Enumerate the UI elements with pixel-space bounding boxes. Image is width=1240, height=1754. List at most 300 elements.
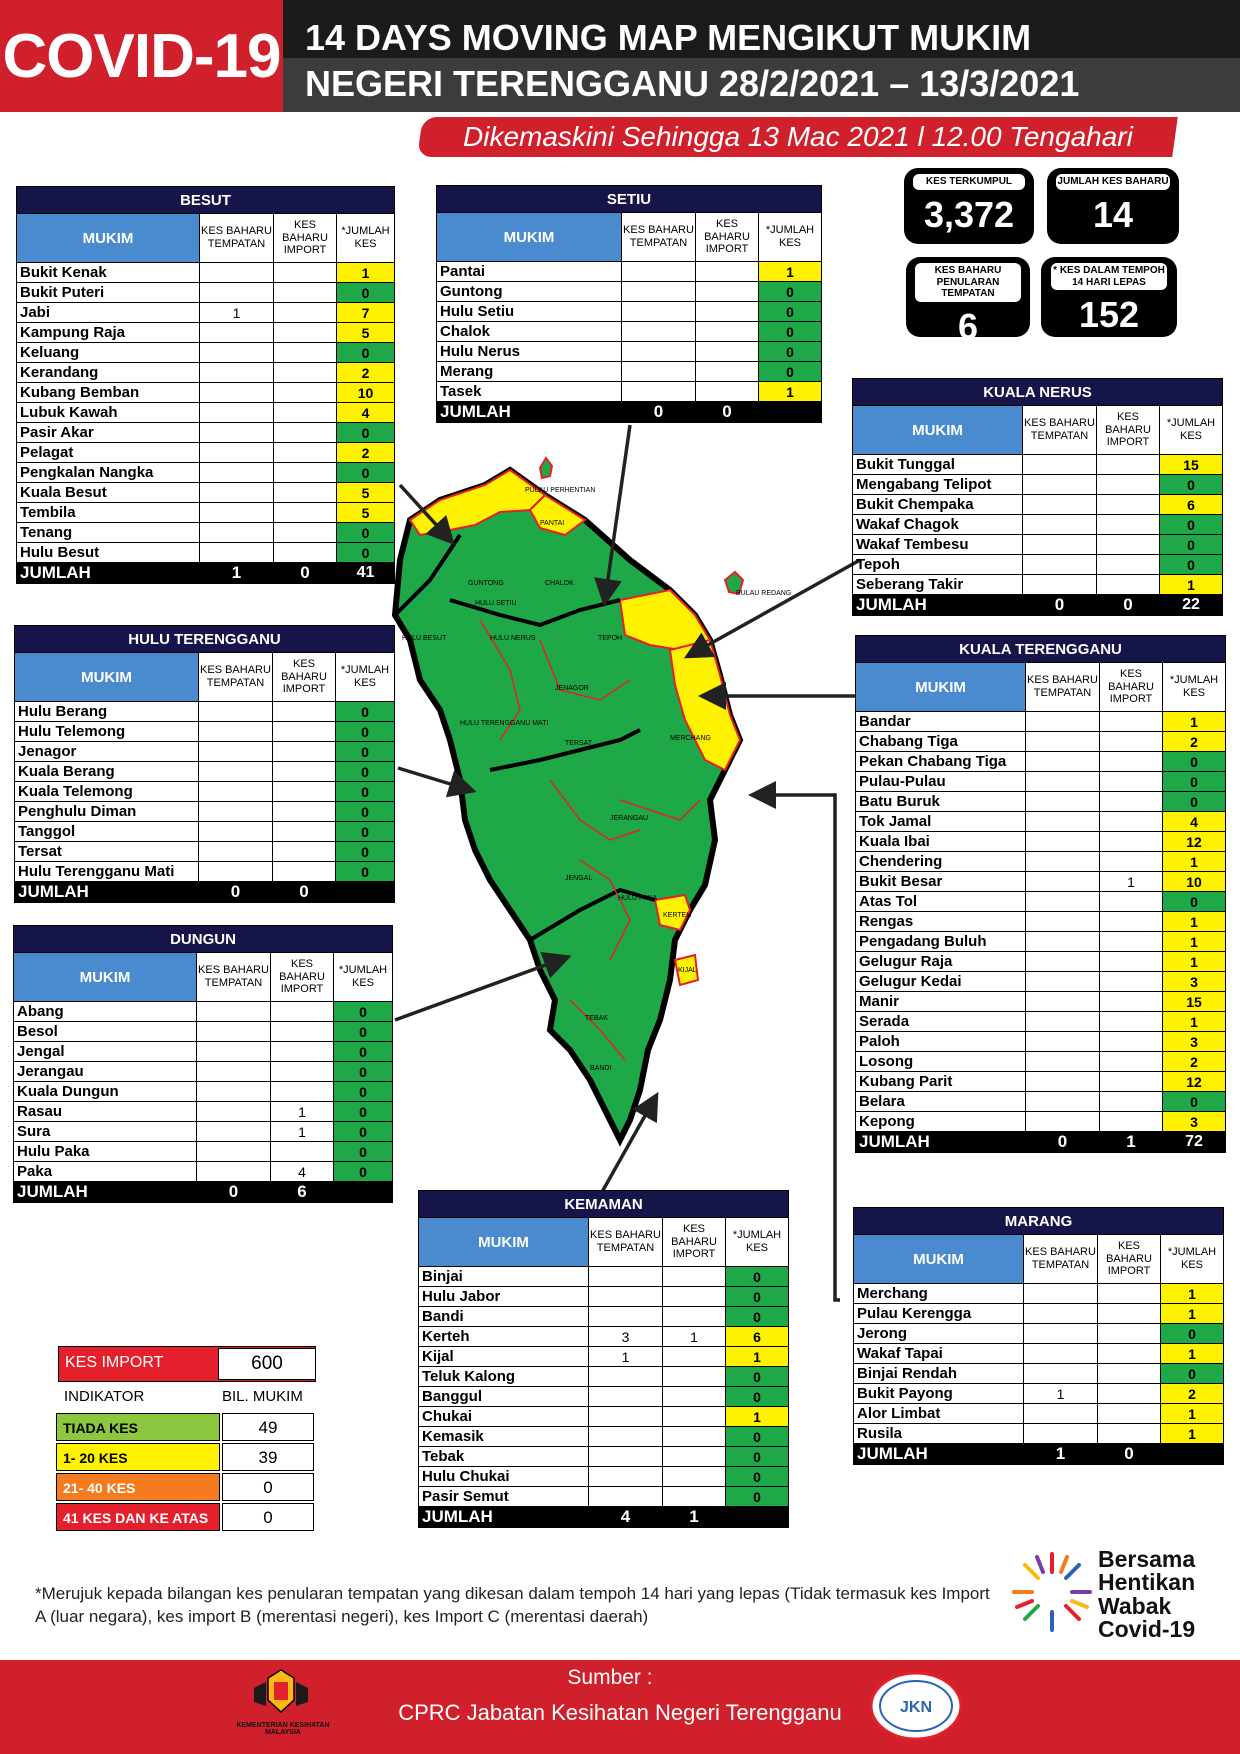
table-row (15, 862, 395, 882)
table-row (17, 403, 395, 423)
kes-import (696, 382, 759, 402)
kes-import (663, 1407, 726, 1427)
mukim-name: Kuala Telemong (15, 782, 199, 802)
kes-tempatan (197, 1042, 271, 1062)
kes-import (663, 1487, 726, 1507)
mukim-name: Tasek (437, 382, 622, 402)
jumlah-kes: 0 (337, 463, 395, 483)
kes-import (1100, 1092, 1163, 1112)
kes-import (663, 1427, 726, 1447)
table-row (437, 322, 822, 342)
jumlah-kes: 12 (1163, 1072, 1226, 1092)
total-tempatan: 0 (1026, 1132, 1100, 1153)
table-row (17, 543, 395, 563)
kes-import (696, 362, 759, 382)
mukim-name: Bandar (856, 712, 1026, 732)
kes-tempatan (200, 503, 274, 523)
kes-import (1098, 1284, 1161, 1304)
table-row (856, 1012, 1226, 1032)
stat-jumlah-baharu (1047, 168, 1179, 244)
kes-import (1100, 992, 1163, 1012)
jumlah-kes: 1 (726, 1347, 789, 1367)
table-total-row (15, 882, 395, 903)
kes-import (1100, 1112, 1163, 1132)
jumlah-kes: 0 (334, 1082, 393, 1102)
kes-import (273, 862, 336, 882)
kes-tempatan (200, 323, 274, 343)
mukim-name: Teluk Kalong (419, 1367, 589, 1387)
jumlah-kes: 0 (1163, 772, 1226, 792)
jumlah-kes: 0 (337, 523, 395, 543)
jumlah-kes: 2 (337, 443, 395, 463)
kes-tempatan: 1 (200, 303, 274, 323)
kes-import (274, 303, 337, 323)
kes-tempatan (1026, 1012, 1100, 1032)
jumlah-kes: 0 (726, 1287, 789, 1307)
kes-import (274, 363, 337, 383)
kes-tempatan (1026, 752, 1100, 772)
kes-tempatan (197, 1082, 271, 1102)
table-row (854, 1404, 1224, 1424)
island-perhentian (540, 458, 552, 478)
kes-tempatan (197, 1122, 271, 1142)
stat-label: KES TERKUMPUL (913, 174, 1025, 190)
kes-import (1097, 535, 1160, 555)
total-jumlah: 22 (1160, 595, 1223, 616)
jumlah-kes: 0 (334, 1102, 393, 1122)
table-row (17, 323, 395, 343)
kes-tempatan (1026, 832, 1100, 852)
mukim-name: Manir (856, 992, 1026, 1012)
jumlah-kes: 0 (337, 283, 395, 303)
table-row (437, 362, 822, 382)
jumlah-kes: 0 (337, 543, 395, 563)
mukim-name: Hulu Berang (15, 702, 199, 722)
table-dungun (13, 925, 393, 1203)
jumlah-kes: 0 (726, 1267, 789, 1287)
table-row (856, 1052, 1226, 1072)
table-kuala-terengganu (855, 635, 1226, 1153)
table-row (856, 1032, 1226, 1052)
kes-import: 1 (271, 1102, 334, 1122)
jumlah-kes: 5 (337, 323, 395, 343)
kes-import: 1 (1100, 872, 1163, 892)
kes-import (1100, 772, 1163, 792)
kes-tempatan (200, 443, 274, 463)
mukim-name: Bukit Tunggal (853, 455, 1023, 475)
col-mukim: MUKIM (854, 1235, 1024, 1284)
map-label-merchang: MERCHANG (670, 735, 711, 742)
kes-tempatan (1024, 1424, 1098, 1444)
kes-import (1100, 1012, 1163, 1032)
mukim-name: Hulu Besut (17, 543, 200, 563)
table-row (437, 342, 822, 362)
malaysia-coat-of-arms-icon (248, 1666, 314, 1722)
table-row (437, 382, 822, 402)
update-banner (417, 117, 1178, 157)
col-tempatan: KES BAHARU TEMPATAN (200, 214, 274, 263)
table-total-row (856, 1132, 1226, 1153)
kes-tempatan (1026, 852, 1100, 872)
map-label-pantai: PANTAI (540, 520, 565, 527)
kes-import: 1 (663, 1327, 726, 1347)
mukim-name: Hulu Setiu (437, 302, 622, 322)
jumlah-kes: 0 (1161, 1364, 1224, 1384)
mukim-name: Lubuk Kawah (17, 403, 200, 423)
mukim-name: Bukit Kenak (17, 263, 200, 283)
jumlah-kes: 1 (337, 263, 395, 283)
total-label: JUMLAH (419, 1507, 589, 1528)
kes-import (274, 263, 337, 283)
source-label: Sumber : (567, 1666, 653, 1689)
kes-tempatan (622, 322, 696, 342)
map-label-perhentian: PULAU PERHENTIAN (525, 487, 596, 494)
kes-tempatan (200, 343, 274, 363)
total-tempatan: 1 (1024, 1444, 1098, 1465)
jumlah-kes: 2 (337, 363, 395, 383)
table-row (854, 1384, 1224, 1404)
mukim-name: Mengabang Telipot (853, 475, 1023, 495)
kkm-label: KEMENTERIAN KESIHATAN MALAYSIA (236, 1722, 330, 1736)
jumlah-kes: 0 (726, 1307, 789, 1327)
jumlah-kes: 0 (336, 862, 395, 882)
col-tempatan: KES BAHARU TEMPATAN (1026, 663, 1100, 712)
total-tempatan: 1 (200, 563, 274, 584)
mukim-name: Banggul (419, 1387, 589, 1407)
kes-import (274, 483, 337, 503)
table-row (853, 455, 1223, 475)
map-label-guntong: GUNTONG (468, 580, 504, 587)
col-import: KES BAHARU IMPORT (1100, 663, 1163, 712)
kes-import (1100, 932, 1163, 952)
kes-tempatan (1026, 952, 1100, 972)
map-label-redang: PULAU REDANG (736, 590, 792, 597)
table-row (17, 303, 395, 323)
col-mukim: MUKIM (17, 214, 200, 263)
table-row (14, 1122, 393, 1142)
total-label: JUMLAH (17, 563, 200, 584)
mukim-name: Tok Jamal (856, 812, 1026, 832)
jumlah-kes: 0 (1163, 752, 1226, 772)
total-import: 0 (273, 882, 336, 903)
mukim-name: Tenang (17, 523, 200, 543)
mukim-name: Bukit Besar (856, 872, 1026, 892)
kes-import (1098, 1344, 1161, 1364)
stat-kes-terkumpul (904, 168, 1034, 244)
jumlah-kes: 0 (1160, 475, 1223, 495)
total-tempatan: 0 (1023, 595, 1097, 616)
kes-import (663, 1347, 726, 1367)
map-label-chalok: CHALOK (545, 580, 574, 587)
table-row (856, 872, 1226, 892)
total-import: 1 (663, 1507, 726, 1528)
table-row (856, 752, 1226, 772)
jumlah-kes: 6 (726, 1327, 789, 1347)
stat-tempoh (1041, 257, 1177, 337)
jumlah-kes: 3 (1163, 1112, 1226, 1132)
kes-tempatan (200, 423, 274, 443)
table-row (854, 1364, 1224, 1384)
table-row (419, 1307, 789, 1327)
legend-label: 1- 20 KES (56, 1443, 220, 1471)
legend-indikator: INDIKATOR (64, 1388, 145, 1405)
kes-import (1098, 1384, 1161, 1404)
kes-import (1100, 952, 1163, 972)
mukim-name: Rasau (14, 1102, 197, 1122)
jumlah-kes: 1 (1163, 852, 1226, 872)
mukim-name: Tersat (15, 842, 199, 862)
mukim-name: Kuala Besut (17, 483, 200, 503)
col-jumlah: *JUMLAH KES (1160, 406, 1223, 455)
jumlah-kes: 0 (336, 842, 395, 862)
kes-import (274, 343, 337, 363)
kes-import (1098, 1404, 1161, 1424)
table-row (17, 463, 395, 483)
stat-label: * KES DALAM TEMPOH 14 HARI LEPAS (1051, 263, 1168, 290)
jumlah-kes: 0 (726, 1367, 789, 1387)
mukim-name: Belara (856, 1092, 1026, 1112)
legend-value: 0 (222, 1503, 314, 1531)
table-row (17, 483, 395, 503)
campaign-text (1098, 1548, 1195, 1642)
jumlah-kes: 1 (1163, 912, 1226, 932)
kes-import (273, 742, 336, 762)
table-row (419, 1347, 789, 1367)
kes-import (1100, 1052, 1163, 1072)
kes-import (271, 1082, 334, 1102)
jumlah-kes: 10 (1163, 872, 1226, 892)
jumlah-kes: 0 (336, 722, 395, 742)
table-row (419, 1427, 789, 1447)
kes-import (696, 342, 759, 362)
mukim-name: Alor Limbat (854, 1404, 1024, 1424)
table-row (419, 1367, 789, 1387)
table-row (419, 1387, 789, 1407)
stat-value: 6 (957, 305, 979, 347)
table-row (854, 1324, 1224, 1344)
mukim-name: Jenagor (15, 742, 199, 762)
table-row (856, 792, 1226, 812)
mukim-name: Kemasik (419, 1427, 589, 1447)
kes-tempatan: 1 (1024, 1384, 1098, 1404)
col-import: KES BAHARU IMPORT (273, 653, 336, 702)
campaign-line-2: Hentikan (1098, 1569, 1196, 1596)
total-jumlah: 2 (759, 402, 822, 423)
district-name: HULU TERENGGANU (15, 626, 395, 653)
mukim-name: Bukit Chempaka (853, 495, 1023, 515)
mukim-name: Pengkalan Nangka (17, 463, 200, 483)
mukim-name: Seberang Takir (853, 575, 1023, 595)
table-total-row (437, 402, 822, 423)
table-row (17, 443, 395, 463)
kes-tempatan (1023, 475, 1097, 495)
col-jumlah: *JUMLAH KES (334, 953, 393, 1002)
jumlah-kes: 0 (1163, 792, 1226, 812)
table-row (14, 1062, 393, 1082)
table-row (856, 772, 1226, 792)
campaign-line-4: Covid-19 (1098, 1616, 1196, 1643)
table-kuala-nerus (852, 378, 1223, 616)
kes-import (1100, 792, 1163, 812)
district-name: MARANG (854, 1208, 1224, 1235)
kes-import (1100, 972, 1163, 992)
footnote: *Merujuk kepada bilangan kes penularan tempatan yang dikesan dalam tempoh 14 hari yang lepas (Tidak termasuk kes Import A (luar negara), kes import B (merentasi negeri), kes Import C (merentasi daerah) (35, 1584, 990, 1626)
table-row (419, 1487, 789, 1507)
mukim-name: Hulu Jabor (419, 1287, 589, 1307)
kes-tempatan (1026, 1032, 1100, 1052)
district-name: KEMAMAN (419, 1191, 789, 1218)
kes-import: 4 (271, 1162, 334, 1182)
mukim-name: Kubang Bemban (17, 383, 200, 403)
table-total-row (854, 1444, 1224, 1465)
mukim-name: Hulu Nerus (437, 342, 622, 362)
terengganu-map (380, 440, 820, 1180)
col-mukim: MUKIM (14, 953, 197, 1002)
kes-import (274, 383, 337, 403)
kes-tempatan (200, 463, 274, 483)
table-row (853, 515, 1223, 535)
kes-import (696, 282, 759, 302)
table-row (15, 802, 395, 822)
stat-penularan (906, 257, 1030, 347)
total-import: 0 (1097, 595, 1160, 616)
jumlah-kes: 0 (334, 1022, 393, 1042)
mukim-name: Tepoh (853, 555, 1023, 575)
mukim-name: Hulu Terengganu Mati (15, 862, 199, 882)
kes-tempatan (197, 1002, 271, 1022)
kes-import (273, 802, 336, 822)
table-row (854, 1284, 1224, 1304)
mukim-name: Hulu Telemong (15, 722, 199, 742)
kes-tempatan (199, 702, 273, 722)
kes-tempatan (589, 1367, 663, 1387)
table-row (419, 1467, 789, 1487)
mukim-name: Kuala Dungun (14, 1082, 197, 1102)
kes-import (273, 782, 336, 802)
mukim-name: Besol (14, 1022, 197, 1042)
table-kemaman (418, 1190, 789, 1528)
jumlah-kes: 0 (726, 1467, 789, 1487)
jumlah-kes: 0 (759, 342, 822, 362)
jumlah-kes: 12 (1163, 832, 1226, 852)
jumlah-kes: 1 (1160, 575, 1223, 595)
table-row (856, 972, 1226, 992)
mukim-name: Bukit Payong (854, 1384, 1024, 1404)
mukim-name: Chukai (419, 1407, 589, 1427)
kes-tempatan (1026, 1092, 1100, 1112)
total-jumlah: 7 (1161, 1444, 1224, 1465)
kes-import (274, 403, 337, 423)
kes-tempatan (199, 862, 273, 882)
jumlah-kes: 15 (1160, 455, 1223, 475)
kes-tempatan (589, 1407, 663, 1427)
kes-tempatan (200, 403, 274, 423)
map-label-jengal: JENGAL (565, 875, 593, 882)
table-row (856, 932, 1226, 952)
table-row (856, 1112, 1226, 1132)
table-total-row (17, 563, 395, 584)
table-row (15, 722, 395, 742)
table-row (419, 1327, 789, 1347)
kes-tempatan (200, 543, 274, 563)
mukim-name: Chabang Tiga (856, 732, 1026, 752)
kes-import (1100, 912, 1163, 932)
kes-tempatan (1023, 455, 1097, 475)
table-row (17, 423, 395, 443)
jumlah-kes: 1 (726, 1407, 789, 1427)
stat-label: JUMLAH KES BAHARU (1056, 174, 1170, 190)
mukim-name: Merchang (854, 1284, 1024, 1304)
mukim-name: Pantai (437, 262, 622, 282)
table-row (854, 1424, 1224, 1444)
kes-import (1097, 555, 1160, 575)
jumlah-kes: 0 (334, 1142, 393, 1162)
kes-tempatan (589, 1387, 663, 1407)
kes-import (274, 423, 337, 443)
table-besut (16, 186, 395, 584)
col-tempatan: KES BAHARU TEMPATAN (589, 1218, 663, 1267)
table-total-row (14, 1182, 393, 1203)
mukim-name: Gelugur Raja (856, 952, 1026, 972)
table-row (14, 1162, 393, 1182)
kes-import (1097, 495, 1160, 515)
mukim-name: Pasir Semut (419, 1487, 589, 1507)
kes-import (274, 543, 337, 563)
jumlah-kes: 7 (337, 303, 395, 323)
mukim-name: Keluang (17, 343, 200, 363)
kes-tempatan (589, 1427, 663, 1447)
jumlah-kes: 3 (1163, 972, 1226, 992)
kes-tempatan (1026, 1052, 1100, 1072)
table-row (853, 575, 1223, 595)
map-label-kijal: KIJAL (678, 967, 697, 974)
kes-import (1100, 752, 1163, 772)
kes-import (1097, 475, 1160, 495)
kes-tempatan (1026, 792, 1100, 812)
mukim-name: Binjai (419, 1267, 589, 1287)
kes-tempatan (200, 483, 274, 503)
kes-tempatan (1023, 575, 1097, 595)
kes-tempatan (1026, 712, 1100, 732)
jumlah-kes: 0 (1160, 535, 1223, 555)
jumlah-kes: 0 (337, 343, 395, 363)
table-row (17, 383, 395, 403)
map-label-jenagor: JENAGOR (555, 685, 589, 692)
district-name: SETIU (437, 186, 822, 213)
kes-import (1100, 1072, 1163, 1092)
kes-import-text: KES IMPORT (65, 1354, 164, 1371)
kes-tempatan (589, 1487, 663, 1507)
jumlah-kes: 1 (1161, 1404, 1224, 1424)
table-row (15, 742, 395, 762)
mukim-name: Kuala Ibai (856, 832, 1026, 852)
jumlah-kes: 0 (759, 302, 822, 322)
jumlah-kes: 0 (759, 282, 822, 302)
kes-tempatan (1026, 872, 1100, 892)
kes-import (1100, 712, 1163, 732)
jumlah-kes: 0 (336, 742, 395, 762)
jumlah-kes: 5 (337, 483, 395, 503)
district-name: KUALA NERUS (853, 379, 1223, 406)
kes-import (274, 283, 337, 303)
jumlah-kes: 0 (336, 782, 395, 802)
table-row (419, 1287, 789, 1307)
mukim-name: Hulu Chukai (419, 1467, 589, 1487)
jumlah-kes: 1 (1163, 712, 1226, 732)
table-row (853, 535, 1223, 555)
page-title (283, 0, 1240, 112)
col-jumlah: *JUMLAH KES (336, 653, 395, 702)
